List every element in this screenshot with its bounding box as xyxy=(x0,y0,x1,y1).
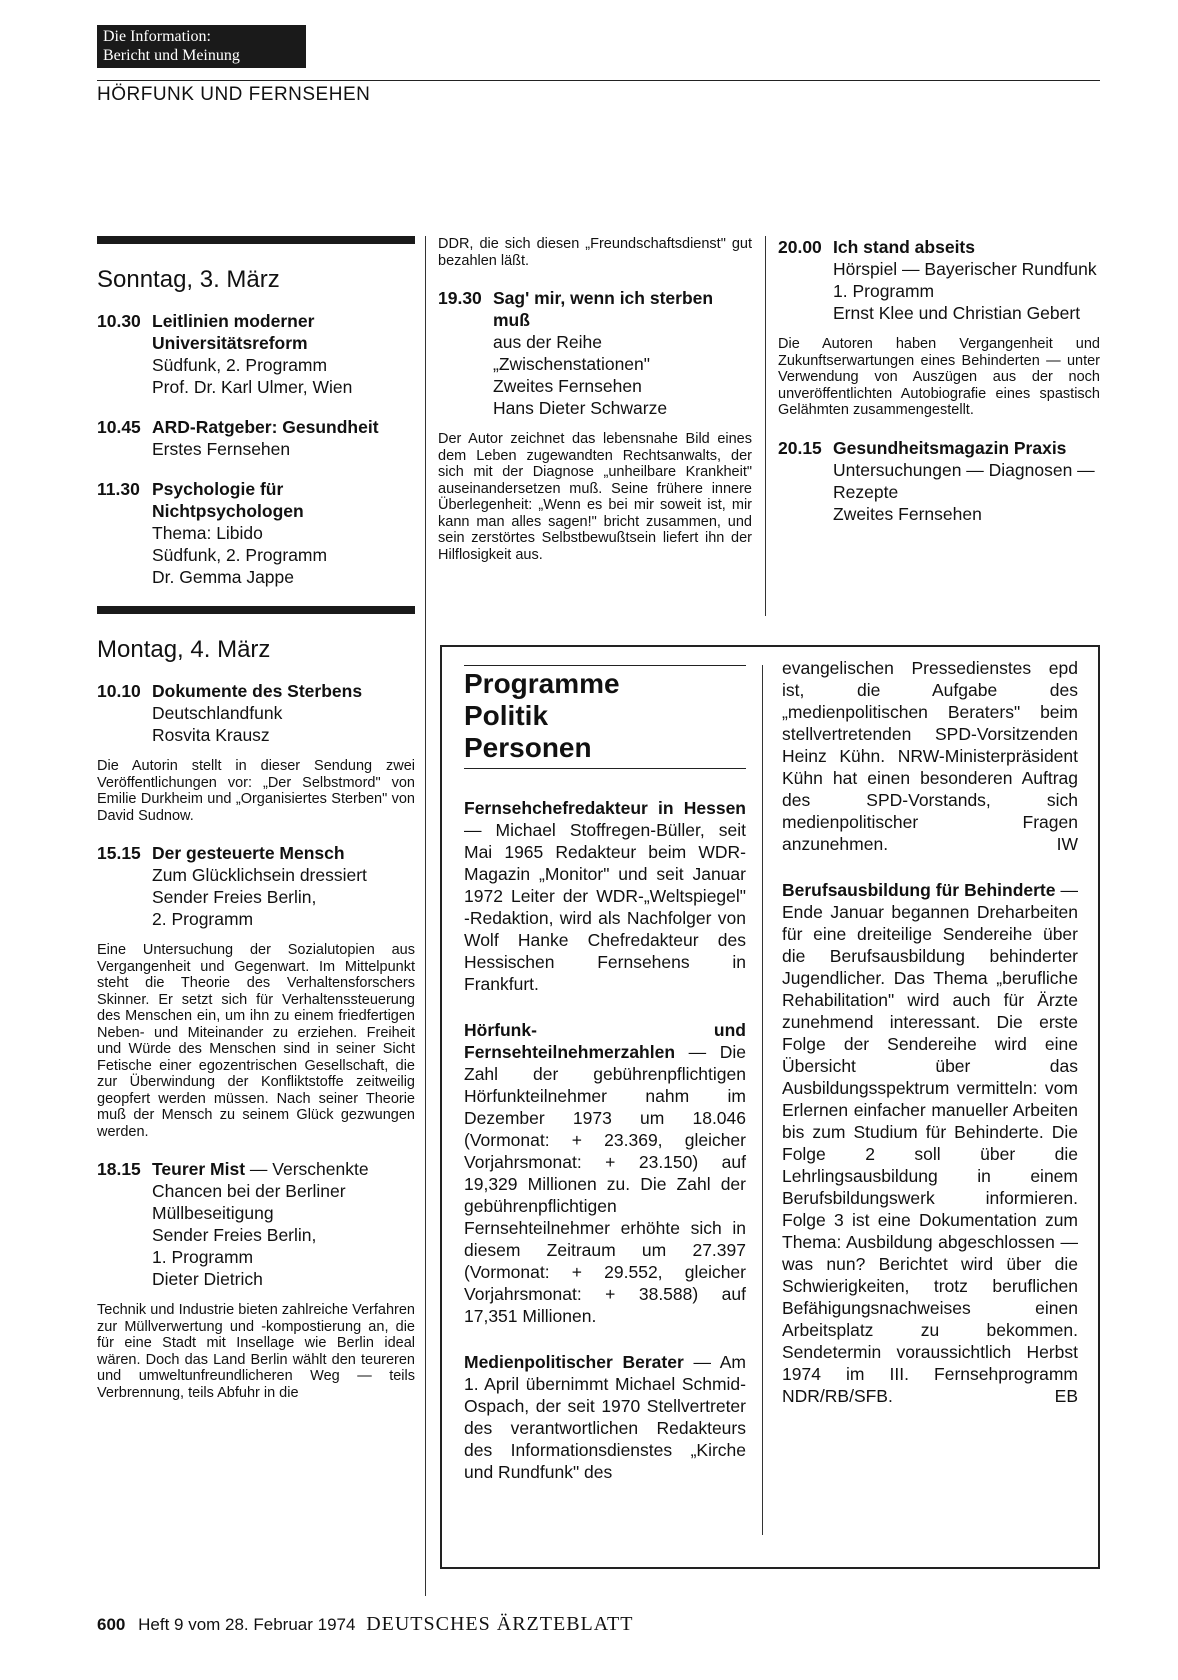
news-item-text: — Am 1. April übernimmt Michael Schmid-Ospach, der seit 1970 Stellvertreter des verantwortlichen Redakteurs des Informationsdienstes „Kirche und Rundfunk" des xyxy=(464,1352,746,1482)
news-item-text: evangelischen Pressedienstes epd ist, die Aufgabe des „medienpolitischen Beraters" beim stellvertretenden SPD-Vorsitzenden Heinz Kühn. NRW-Ministerpräsident Kühn hat einen besonderen Auftrag des SPD-Vorstands, sich medienpolitischer Fragen anzunehmen. xyxy=(782,658,1078,854)
column-right xyxy=(778,236,1100,543)
entry-time: 20.00 xyxy=(778,237,822,257)
author-initials: EB xyxy=(1054,1386,1078,1406)
news-item-text: — Ende Januar begannen Dreharbeiten für eine dreiteilige Sendereihe über die Berufsausbildung behinderter Jugendlicher. Das Thema „berufliche Rehabilitation" wird auch für Ärzte zunehmend interessant. Die erste Folge der Sendereihe wird eine Übersicht über das Ausbildungsspektrum vermitteln: vom Erlernen einfacher manueller Arbeiten bis zum Studium für Behinderte. Die Folge 2 soll über die Lehrlingsausbildung in einem Berufsbildungswerk informieren. Folge 3 ist eine Dokumentation zum Thema: Ausbildung abgeschlossen — was nun? Berichtet wird über die Schwierigkeiten, trotz beruflichen Befähigungsnachweises einen Arbeitsplatz zu bekommen. Sendetermin voraussichtlich Herbst 1974 im III. Fernsehprogramm NDR/RB/SFB. xyxy=(782,880,1078,1406)
page-footer xyxy=(97,1613,633,1636)
entry-line: Rosvita Krausz xyxy=(152,725,270,745)
section-title: HÖRFUNK UND FERNSEHEN xyxy=(97,84,371,105)
entry-title-rest: — Verschenkte Chancen bei der Berliner Müllbeseitigung xyxy=(152,1159,369,1223)
publication-name: DEUTSCHES ÄRZTEBLATT xyxy=(366,1613,634,1635)
entry-line: Dieter Dietrich xyxy=(152,1269,263,1289)
program-entry xyxy=(438,287,752,419)
entry-line: 2. Programm xyxy=(152,909,254,929)
news-item-title: Medienpolitischer Berater xyxy=(464,1352,684,1372)
entry-description: Die Autoren haben Vergangenheit und Zukunftserwartungen eines Behinderten — unter Verwendung von Auszügen aus der noch unveröffentlichten Autobiografie eines spastisch Gelähmten zusammengestellt. xyxy=(778,336,1100,418)
news-item-title: Berufsausbildung für Behinderte xyxy=(782,880,1056,900)
entry-line: Zweites Fernsehen xyxy=(493,376,642,396)
entry-time: 15.15 xyxy=(97,843,141,863)
entry-time: 19.30 xyxy=(438,288,482,308)
author-initials: IW xyxy=(1056,834,1078,854)
box-heading xyxy=(464,665,746,769)
entry-title-wrap xyxy=(152,1159,369,1223)
news-item xyxy=(464,1019,746,1327)
entry-line: Deutschlandfunk xyxy=(152,703,283,723)
day-heading-monday: Montag, 4. März xyxy=(97,636,271,663)
entry-description: Eine Untersuchung der Sozialutopien aus Vergangenheit und Gegenwart. Im Mittelpunkt steht die Theorie des Verhaltensforschers Skinner. Er setzt sich für Verhaltenssteuerung des Menschen ein, um ihn zu einem friedfertigen Neben- und Miteinander zu erziehen. Freiheit und Würde des Menschen sind in seiner Sicht Fetische einer egozentrischen Gesellschaft, die zur Überwindung der Konfliktstoffe zeitweilig geopfert werden müssen. Nach seiner Theorie muß der Mensch zu seinem Glück gezwungen werden. xyxy=(97,942,415,1140)
entry-title: ARD-Ratgeber: Gesundheit xyxy=(152,417,379,437)
entry-line: Südfunk, 2. Programm xyxy=(152,545,328,565)
entry-title: Der gesteuerte Mensch xyxy=(152,843,345,863)
entry-line: Untersuchungen — Diagnosen — Rezepte xyxy=(833,459,1095,502)
entry-line: Zum Glücklichsein dressiert xyxy=(152,865,367,885)
entry-line: Zweites Fernsehen xyxy=(833,503,982,524)
entry-description: Die Autorin stellt in dieser Sendung zwei Veröffentlichungen vor: „Der Selbstmord" von Emilie Durkheim und „Organisiertes Sterben" von David Sudnow. xyxy=(97,758,415,824)
box-heading-line: Programme xyxy=(464,668,620,699)
entry-description: Technik und Industrie bieten zahlreiche Verfahren zur Müllverwertung und -kompostierung an, die für eine Stadt mit Insellage wie Berlin ideal wären. Doch das Land Berlin wählt den teureren und umweltunfreundlicheren Weg — teils Verbrennung, teils Abfuhr in die xyxy=(97,1302,415,1401)
entry-title: Leitlinien moderner Universitätsreform xyxy=(152,311,315,353)
entry-line: Südfunk, 2. Programm xyxy=(152,355,328,375)
program-entry xyxy=(97,310,415,398)
program-entry xyxy=(97,680,415,746)
entry-line: Dr. Gemma Jappe xyxy=(152,567,294,587)
program-entry xyxy=(97,478,415,588)
entry-time: 10.30 xyxy=(97,311,141,331)
program-entry xyxy=(778,236,1100,324)
news-item-text: — Michael Stoffregen-Büller, seit Mai 1965 Redakteur beim WDR-Magazin „Monitor" und seit Januar 1972 Leiter der WDR-„Weltspiegel" -Redaktion, wird als Nachfolger von Wolf Hanke Chefredakteur des Hessischen Fernsehens in Frankfurt. xyxy=(464,820,746,994)
entry-line: Prof. Dr. Karl Ulmer, Wien xyxy=(152,377,353,397)
entry-line: Sender Freies Berlin, xyxy=(152,1225,317,1245)
news-item-title: Hörfunk- und Fernsehteilnehmerzahlen xyxy=(464,1020,746,1062)
entry-time: 18.15 xyxy=(97,1159,141,1179)
column-divider xyxy=(765,236,766,616)
entry-line: Erstes Fernsehen xyxy=(152,439,291,459)
entry-title: Psychologie für Nichtpsychologen xyxy=(152,479,304,521)
program-entry xyxy=(97,416,415,460)
column-middle xyxy=(438,236,752,581)
program-entry xyxy=(778,437,1100,525)
masthead-line1: Die Information: xyxy=(103,28,211,45)
news-item xyxy=(464,1351,746,1483)
column-divider xyxy=(425,236,426,1596)
section-bar xyxy=(97,236,415,244)
column-left xyxy=(97,236,415,1419)
masthead xyxy=(97,25,306,68)
entry-time: 11.30 xyxy=(97,479,140,499)
masthead-line2: Bericht und Meinung xyxy=(103,47,240,64)
entry-line: Thema: Libido xyxy=(152,523,263,543)
header-rule xyxy=(97,80,1100,81)
entry-description: Der Autor zeichnet das lebensnahe Bild eines dem Leben zugewandten Rechtsanwalts, der sich mit der Diagnose „unheilbare Krankheit" auseinandersetzen muß. Seine frühere innere Überlegenheit: „Wenn es bei mir soweit ist, mir kann man alles sagen!" bricht zusammen, und sein zerstörtes Selbstbewußtsein liefert ihn der Hilflosigkeit aus. xyxy=(438,431,752,563)
day-heading-sunday: Sonntag, 3. März xyxy=(97,266,280,293)
page-number: 600 xyxy=(97,1615,126,1634)
issue-info: Heft 9 vom 28. Februar 1974 xyxy=(138,1615,356,1634)
entry-line: Sender Freies Berlin, xyxy=(152,887,317,907)
entry-time: 10.10 xyxy=(97,681,141,701)
entry-line: Hörspiel — Bayerischer Rundfunk xyxy=(833,259,1097,279)
entry-line: Hans Dieter Schwarze xyxy=(493,398,668,418)
section-bar xyxy=(97,606,415,614)
box-column-left xyxy=(464,665,746,1507)
news-item-text: — Die Zahl der gebührenpflichtigen Hörfunkteilnehmer nahm im Dezember 1973 um 18.046 (Vormonat: + 23.369, gleicher Vorjahrsmonat: + 23.150) auf 19,329 Millionen zu. Die Zahl der gebührenpflichtigen Fernsehteilnehmer erhöhte sich in diesem Zeitraum um 27.397 (Vormonat: + 29.552, gleicher Vorjahrsmonat: + 38.588) auf 17,351 Millionen. xyxy=(464,1042,746,1326)
news-item xyxy=(782,879,1078,1407)
entry-title: Gesundheitsmagazin Praxis xyxy=(833,437,1067,458)
news-item-title: Fernsehchefredakteur in Hessen xyxy=(464,798,746,818)
entry-title: Ich stand abseits xyxy=(833,237,975,257)
news-box xyxy=(440,645,1100,1569)
continued-text: DDR, die sich diesen „Freundschaftsdienst" gut bezahlen läßt. xyxy=(438,236,752,269)
box-column-divider xyxy=(762,665,763,1535)
entry-title: Teurer Mist xyxy=(152,1159,246,1179)
news-item xyxy=(464,797,746,995)
entry-time: 10.45 xyxy=(97,417,141,437)
entry-line: 1. Programm xyxy=(833,281,935,301)
box-heading-line: Personen xyxy=(464,732,592,763)
entry-line: „Zwischenstationen" xyxy=(493,354,650,374)
box-heading-line: Politik xyxy=(464,700,549,731)
program-entry xyxy=(97,842,415,930)
entry-line: aus der Reihe xyxy=(493,332,602,352)
entry-line: 1. Programm xyxy=(152,1247,254,1267)
entry-time: 20.15 xyxy=(778,437,822,458)
program-entry xyxy=(97,1158,415,1290)
news-item xyxy=(782,657,1078,855)
entry-title: Sag' mir, wenn ich sterben muß xyxy=(493,288,714,330)
box-column-right xyxy=(782,657,1078,1431)
entry-line: Ernst Klee und Christian Gebert xyxy=(833,303,1081,323)
entry-title: Dokumente des Sterbens xyxy=(152,681,363,701)
